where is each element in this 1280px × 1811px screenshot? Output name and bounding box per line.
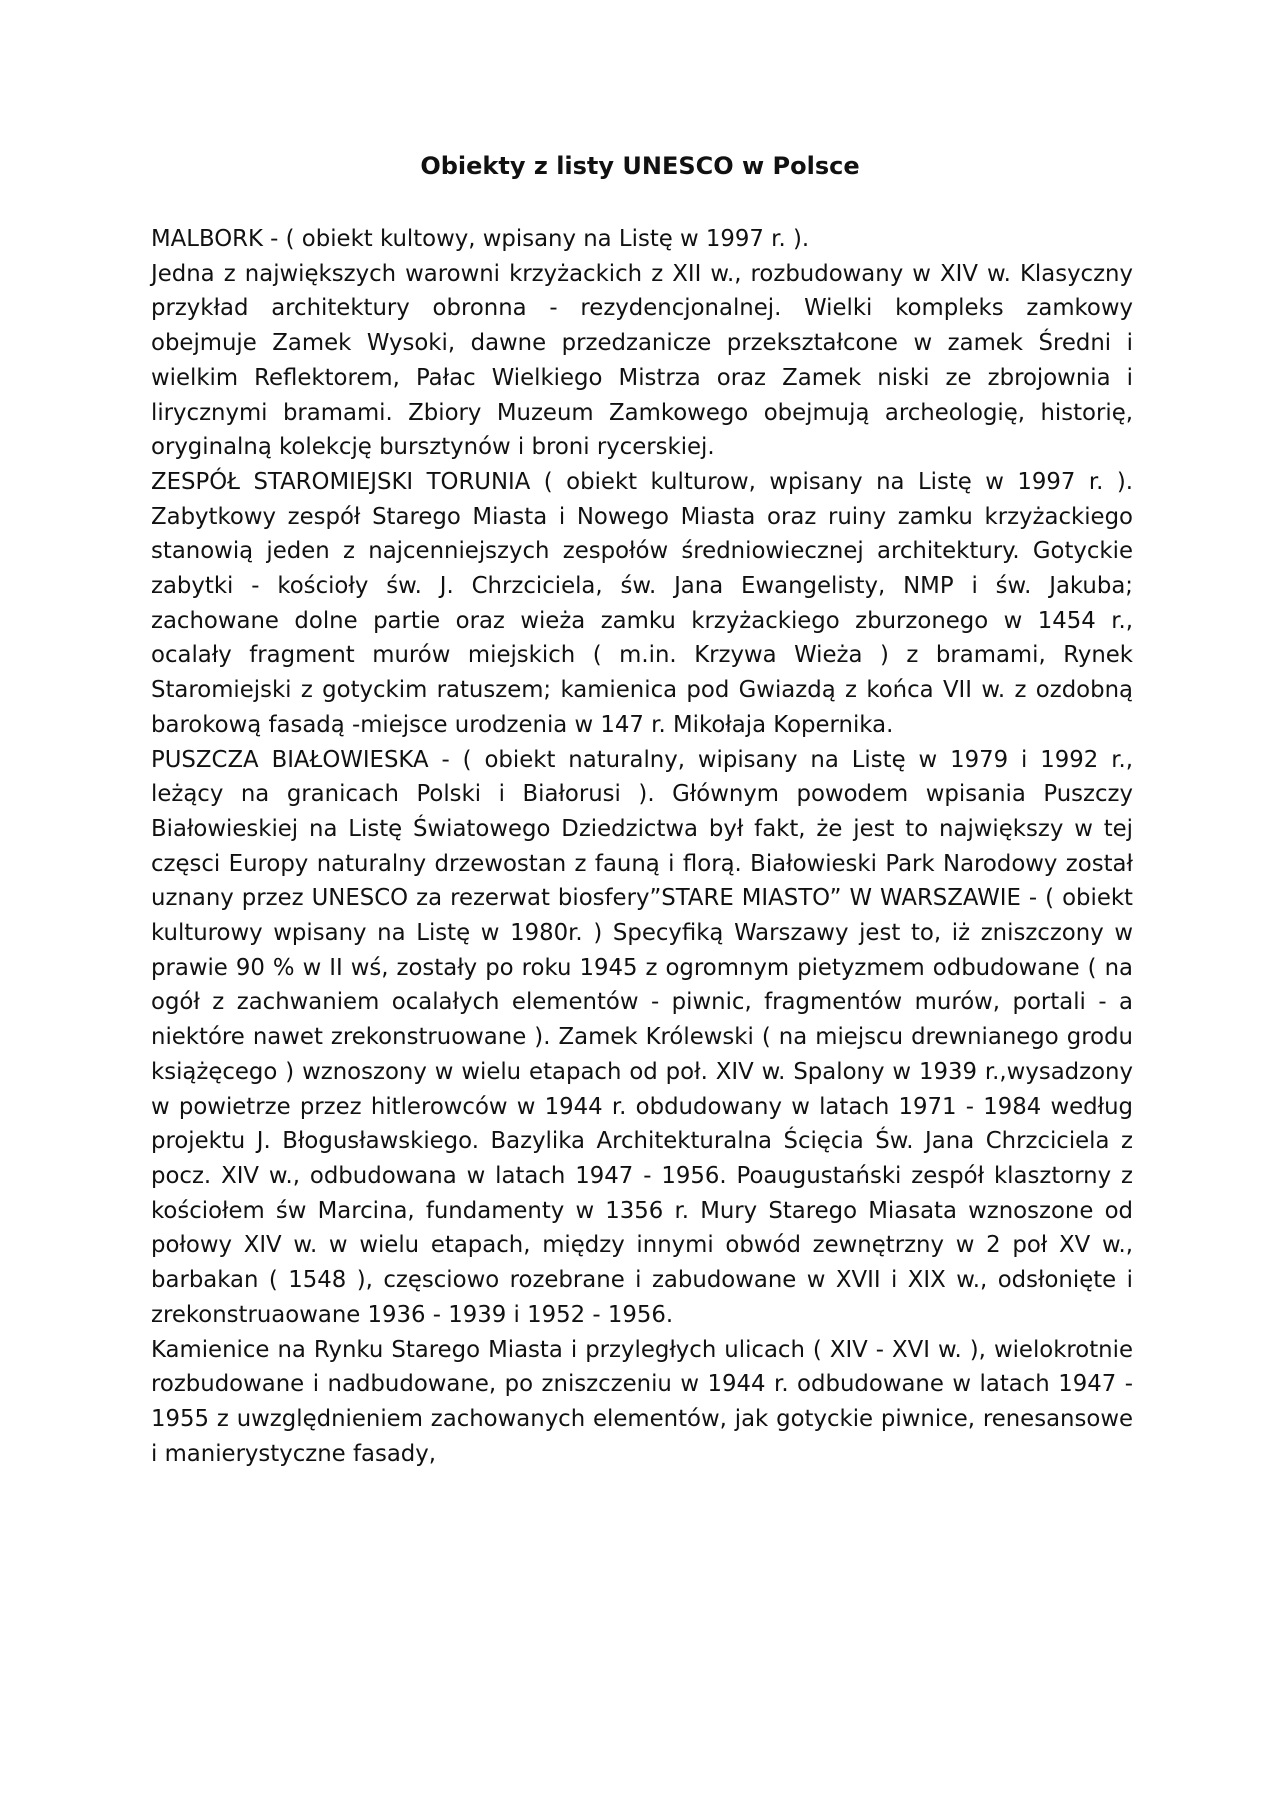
paragraph-torun: ZESPÓŁ STAROMIEJSKI TORUNIA ( obiekt kulturow, wpisany na Listę w 1997 r. ). Zabytkowy zespół Starego Miasta i Nowego Miasta oraz ruiny zamku krzyżackiego stanowią jeden z najcenniejszych zespołów średniowiecznej architektury. Gotyckie zabytki - kościoły św. J. Chrzciciela, św. Jana Ewangelisty, NMP i św. Jakuba; zachowane dolne partie oraz wieża zamku krzyżackiego zburzonego w 1454 r., ocalały fragment murów miejskich ( m.in. Krzywa Wieża ) z bramami, Rynek Staromiejski z gotyckim ratuszem; kamienica pod Gwiazdą z końca VII w. z ozdobną barokową fasadą -miejsce urodzenia w 147 r. Mikołaja Kopernika.	[151, 468, 1133, 738]
paragraph-malbork-description: Jedna z największych warowni krzyżackich z XII w., rozbudowany w XIV w. Klasyczny przykład architektury obronna - rezydencjonalnej. Wielki kompleks zamkowy obejmuje Zamek Wysoki, dawne przedzanicze przekształcone w zamek Średni i wielkim Reflektorem, Pałac Wielkiego Mistrza oraz Zamek niski ze zbrojownia i lirycznymi bramami. Zbiory Muzeum Zamkowego obejmują archeologię, historię, oryginalną kolekcję bursztynów i broni rycerskiej.	[151, 260, 1133, 461]
paragraph-bialowieza-warszawa: PUSZCZA BIAŁOWIESKA - ( obiekt naturalny, wipisany na Listę w 1979 i 1992 r., leżący na granicach Polski i Białorusi ). Głównym powodem wpisania Puszczy Białowieskiej na Listę Światowego Dziedzictwa był fakt, że jest to największy w tej częsci Europy naturalny drzewostan z fauną i florą. Białowieski Park Narodowy został uznany przez UNESCO za rezerwat biosfery”STARE MIASTO” W WARSZAWIE - ( obiekt kulturowy wpisany na Listę w 1980r. ) Specyfiką Warszawy jest to, iż zniszczony w prawie 90 % w II wś, zostały po roku 1945 z ogromnym pietyzmem odbudowane ( na ogół z zachwaniem ocalałych elementów - piwnic, fragmentów murów, portali - a niektóre nawet zrekonstruowane ). Zamek Królewski ( na miejscu drewnianego grodu książęcego ) wznoszony w wielu etapach od poł. XIV w. Spalony w 1939 r.,wysadzony w powietrze przez hitlerowców w 1944 r. obdudowany w latach 1971 - 1984 według projektu J. Błogusławskiego. Bazylika Architekturalna Ścięcia Św. Jana Chrzciciela z pocz. XIV w., odbudowana w latach 1947 - 1956. Poaugustański zespół klasztorny z kościołem św Marcina, fundamenty w 1356 r. Mury Starego Miasata wznoszone od połowy XIV w. w wielu etapach, między innymi obwód zewnętrzny w 2 poł XV w., barbakan ( 1548 ), częsciowo rozebrane i zabudowane w XVII i XIX w., odsłonięte i zrekonstruaowane 1936 - 1939 i 1952 - 1956.	[151, 746, 1133, 1328]
document-title: Obiekty z listy UNESCO w Polsce	[420, 152, 860, 180]
document-body	[151, 222, 1133, 1471]
paragraph-kamienice: Kamienice na Rynku Starego Miasta i przyległych ulicach ( XIV - XVI w. ), wielokrotnie rozbudowane i nadbudowane, po zniszczeniu w 1944 r. odbudowane w latach 1947 - 1955 z uwzględnieniem zachowanych elementów, jak gotyckie piwnice, renesansowe i manierystyczne fasady,	[151, 1336, 1133, 1467]
paragraph-malbork-heading: MALBORK - ( obiekt kultowy, wpisany na Listę w 1997 r. ).	[151, 226, 810, 252]
